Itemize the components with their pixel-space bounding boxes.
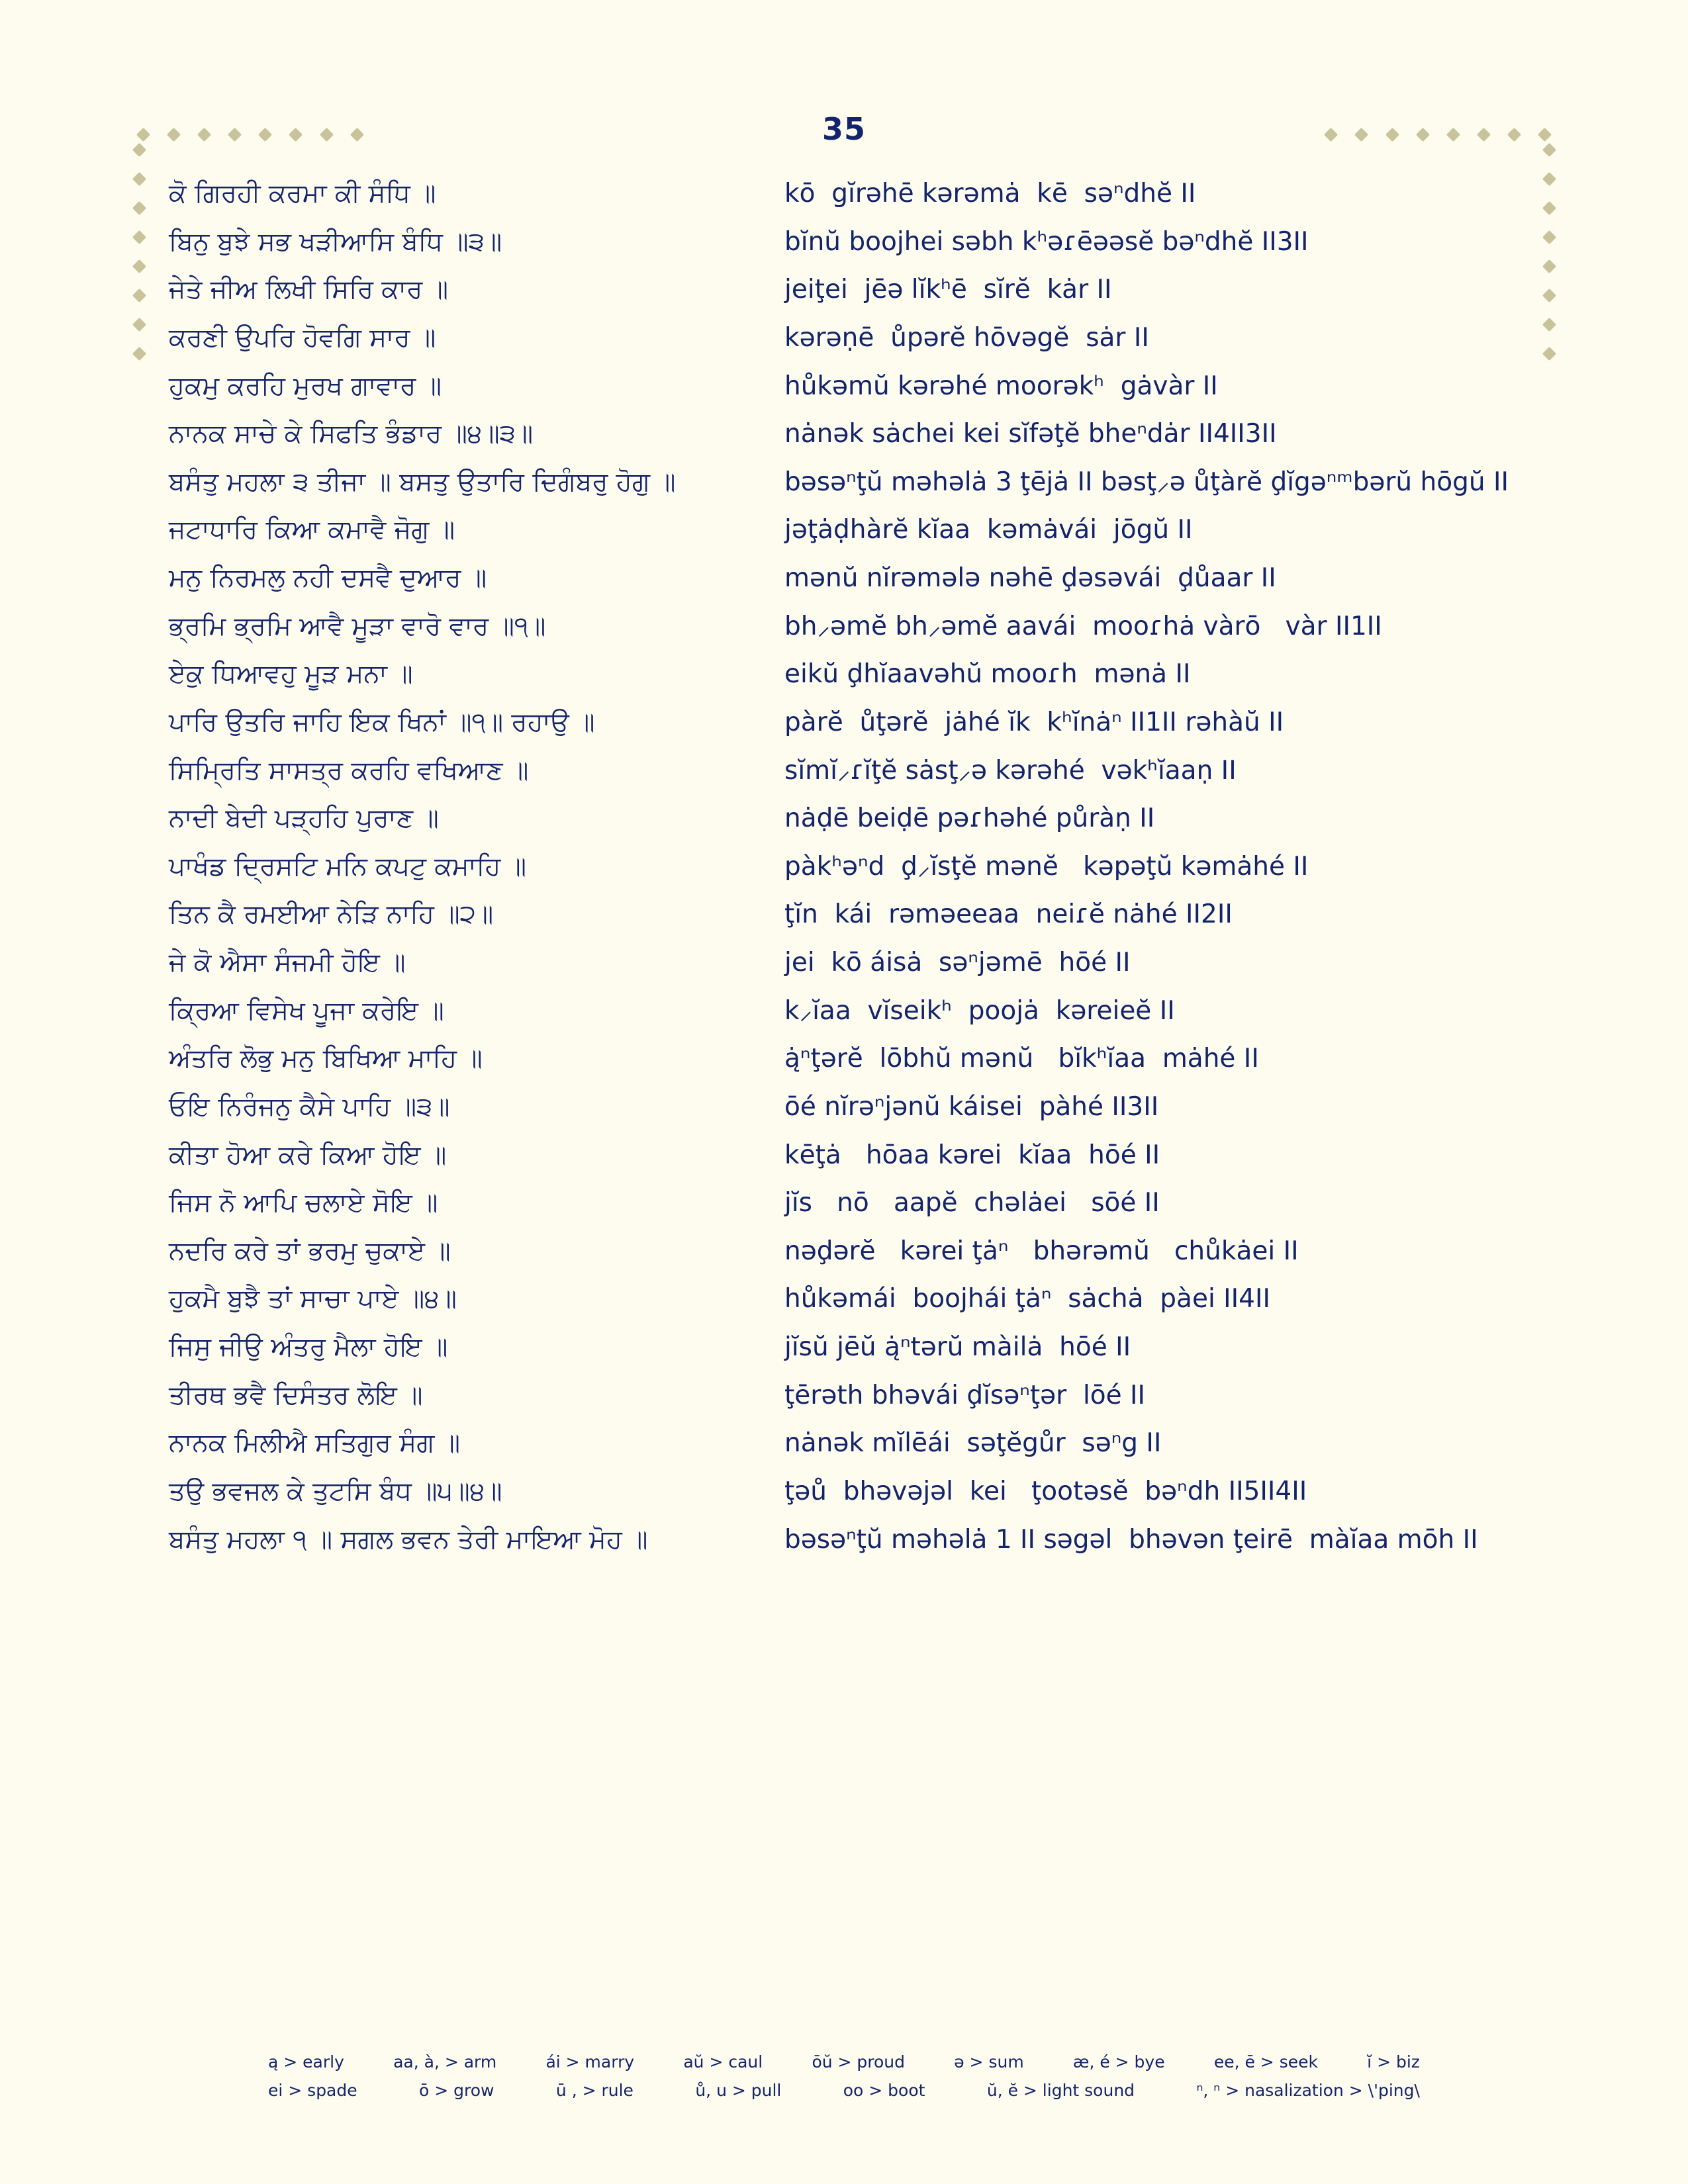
legend-item: ee, ē > seek [1213,2052,1318,2071]
diamond-icon [167,128,181,142]
gurmukhi-line: ਪਾਰਿ ਉਤਰਿ ਜਾਹਿ ਇਕ ਖਿਨਾਂ ॥੧॥ ਰਹਾਉ ॥ [169,707,595,737]
transliteration-line: jĭsŭ jēŭ ą̇ⁿtərŭ màilȧ hōé II [784,1332,1131,1362]
diamond-icon [1385,128,1399,142]
verse-table [169,179,1546,1572]
diamond-icon [1507,128,1521,142]
gurmukhi-line: ਅੰਤਰਿ ਲੋਭੁ ਮਨੁ ਬਿਖਿਆ ਮਾਹਿ ॥ [169,1044,483,1074]
transliteration-line: hůkəmái boojhái ţȧⁿ sȧchȧ pàei II4II [784,1284,1270,1314]
diamond-icon [132,143,146,157]
transliteration-line: pàrĕ ůţərĕ jȧhé ĭk kʰĭnȧⁿ II1II rəhàŭ II [784,707,1284,737]
transliteration-line: jəţȧḍhàrĕ kĭaa kəmȧvái jōgŭ II [784,515,1193,545]
table-row [169,803,1546,852]
table-row [169,1044,1546,1092]
transliteration-line: ţērəth bhəvái ḑĭsəⁿţər lōé II [784,1380,1146,1410]
transliteration-line: nəḑərĕ kərei ţȧⁿ bhərəmŭ chůkȧei II [784,1236,1299,1266]
gurmukhi-line: ਸਿਮ੍ਰਿਤਿ ਸਾਸਤ੍ਰ ਕਰਹਿ ਵਖਿਆਣ ॥ [169,755,529,786]
table-row [169,1140,1546,1189]
decorative-border-left [126,126,152,378]
legend-item: ōŭ > proud [812,2052,906,2071]
table-row [169,179,1546,227]
gurmukhi-line: ਕ੍ਰਿਆ ਵਿਸੇਖ ਪੂਜਾ ਕਰੇਇ ॥ [169,995,444,1026]
gurmukhi-line: ਬਿਨੁ ਬੁਝੇ ਸਭ ਖੜੀਆਸਿ ਬੰਧਿ ॥੩॥ [169,226,502,257]
diamond-icon [132,347,146,361]
table-row [169,275,1546,323]
transliteration-line: kō gĭrəhē kərəmȧ kē səⁿdhĕ II [784,179,1196,208]
transliteration-line: kərəṇē ůpərĕ hōvəgĕ sȧr II [784,322,1149,353]
decorative-border-top-left [130,130,371,150]
diamond-icon [228,128,242,142]
table-row [169,756,1546,804]
gurmukhi-line: ਤਉ ਭਵਜਲ ਕੇ ਤੁਟਸਿ ਬੰਧ ॥੫॥੪॥ [169,1476,502,1506]
table-row [169,419,1546,467]
diamond-icon [1542,143,1556,157]
gurmukhi-line: ਜਿਸੁ ਜੀਉ ਅੰਤਰੁ ਮੈਲਾ ਹੋਇ ॥ [169,1332,448,1362]
diamond-icon [132,259,146,273]
diamond-icon [132,289,146,302]
transliteration-line: bĭnŭ boojhei səbh kʰəɾēəəsĕ bəⁿdhĕ II3II [784,226,1309,257]
gurmukhi-line: ਨਾਦੀ ਬੇਦੀ ਪੜ੍ਹਹਿ ਪੁਰਾਣ ॥ [169,803,439,834]
diamond-icon [1446,128,1460,142]
transliteration-line: hůkəmŭ kərəhé moorəkʰ gȧvàr II [784,371,1218,401]
table-row [169,1236,1546,1285]
transliteration-line: ą̇ⁿţərĕ lōbhŭ mənŭ bĭkʰĭaa mȧhé II [784,1044,1259,1074]
gurmukhi-line: ਪਾਖੰਡ ਦ੍ਰਿਸਟਿ ਮਨਿ ਕਪਟੁ ਕਮਾਹਿ ॥ [169,851,527,882]
legend-item: aa, à, > arm [393,2052,497,2071]
table-row [169,1525,1546,1573]
gurmukhi-line: ਜੇ ਕੋ ਐਸਾ ਸੰਜਮੀ ਹੋਇ ॥ [169,948,406,978]
transliteration-line: ţĭn kái rəməeeaa neiɾĕ nȧhé II2II [784,899,1233,930]
transliteration-line: jeiţei jēə lĭkʰē sĭrĕ kȧr II [784,275,1112,305]
gurmukhi-line: ਓਇ ਨਿਰੰਜਨੁ ਕੈਸੇ ਪਾਹਿ ॥੩॥ [169,1091,450,1122]
diamond-icon [258,128,272,142]
gurmukhi-line: ਕੋ ਗਿਰਹੀ ਕਰਮਾ ਕੀ ਸੰਧਿ ॥ [169,179,436,208]
gurmukhi-line: ਨਾਨਕ ਮਿਲੀਐ ਸਤਿਗੁਰ ਸੰਗ ॥ [169,1428,461,1459]
transliteration-line: jei kō áisȧ səⁿjəmē hōé II [784,948,1131,978]
gurmukhi-line: ਬਸੰਤੁ ਮਹਲਾ ੧ ॥ ਸਗਲ ਭਵਨ ਤੇਰੀ ਮਾਇਆ ਮੋਹ ॥ [169,1524,648,1555]
legend-item: ái > marry [545,2052,635,2071]
diamond-icon [350,128,364,142]
table-row [169,899,1546,948]
table-row [169,371,1546,420]
diamond-icon [132,230,146,244]
table-row [169,563,1546,612]
table-row [169,1188,1546,1236]
diamond-icon [1416,128,1430,142]
table-row [169,323,1546,371]
transliteration-line: nȧnək sȧchei kei sĭfəţĕ bheⁿdȧr II4II3II [784,419,1277,449]
legend-item: ů, u > pull [695,2081,782,2100]
diamond-icon [319,128,333,142]
gurmukhi-line: ਤਿਨ ਕੈ ਰਮਈਆ ਨੇੜਿ ਨਾਹਿ ॥੨॥ [169,899,494,930]
pronunciation-legend [169,2048,1519,2105]
gurmukhi-line: ਬਸੰਤੁ ਮਹਲਾ ੩ ਤੀਜਾ ॥ ਬਸਤੁ ਉਤਾਰਿ ਦਿਗੰਬਰੁ ਹੋਗੁ ॥ [169,467,676,497]
diamond-icon [1324,128,1338,142]
gurmukhi-line: ਨਦਰਿ ਕਰੇ ਤਾਂ ਭਰਮੁ ਚੁਕਾਏ ॥ [169,1236,451,1266]
table-row [169,1477,1546,1525]
transliteration-line: sĭmĭ⸝ɾĭţĕ sȧsţ⸝ə kərəhé vəkʰĭaaṇ II [784,755,1237,786]
transliteration-line: kēţȧ hōaa kərei kĭaa hōé II [784,1140,1160,1170]
legend-item: ei > spade [268,2081,357,2100]
gurmukhi-line: ਨਾਨਕ ਸਾਚੇ ਕੇ ਸਿਫਤਿ ਭੰਡਾਰ ॥੪॥੩॥ [169,419,534,449]
table-row [169,612,1546,660]
transliteration-line: bəsəⁿţŭ məhəlȧ 3 ţējȧ II bəsţ⸝ə ůţàrĕ ḑĭgəⁿᵐbərŭ hōgŭ II [784,467,1509,497]
table-row [169,948,1546,996]
diamond-icon [1354,128,1368,142]
diamond-icon [132,172,146,186]
table-row [169,467,1546,516]
table-row [169,1332,1546,1381]
diamond-icon [132,318,146,332]
transliteration-line: nȧnək mĭlēái səţĕgůr səⁿg II [784,1428,1162,1459]
diamond-icon [197,128,211,142]
table-row [169,1284,1546,1332]
legend-row-2 [169,2076,1519,2105]
gurmukhi-line: ਜਿਸ ਨੋ ਆਪਿ ਚਲਾਏ ਸੋਇ ॥ [169,1188,438,1218]
gurmukhi-line: ਕਰਣੀ ਉਪਰਿ ਹੋਵਗਿ ਸਾਰ ॥ [169,322,436,353]
legend-item: oo > boot [843,2081,925,2100]
verse-content [169,179,1546,1572]
table-row [169,1428,1546,1477]
table-row [169,852,1546,900]
transliteration-line: jĭs nō aapĕ chəlȧei sōé II [784,1188,1160,1218]
gurmukhi-line: ਕੀਤਾ ਹੋਆ ਕਰੇ ਕਿਆ ਹੋਇ ॥ [169,1140,447,1170]
transliteration-line: mənŭ nĭrəmələ nəhē ḑəsəvái ḑůaar II [784,563,1276,593]
legend-item: ⁿ, ⁿ > nasalization > \'ping\ [1196,2081,1420,2100]
diamond-icon [1477,128,1491,142]
gurmukhi-line: ਭ੍ਰਮਿ ਭ੍ਰਮਿ ਆਵੈ ਮੂੜਾ ਵਾਰੋ ਵਾਰ ॥੧॥ [169,611,546,641]
transliteration-line: ţəů bhəvəjəl kei ţootəsĕ bəⁿdh II5II4II [784,1476,1307,1506]
transliteration-line: nȧḍē beiḍē pəɾhəhé půràṇ II [784,803,1155,834]
legend-item: aŭ > caul [683,2052,763,2071]
legend-item: ō > grow [419,2081,494,2100]
diamond-icon [289,128,303,142]
decorative-border-top-right [1317,130,1558,150]
gurmukhi-line: ਮਨੁ ਨਿਰਮਲੁ ਨਹੀ ਦਸਵੈ ਦੁਆਰ ॥ [169,563,487,593]
table-row [169,227,1546,275]
table-row [169,1092,1546,1140]
transliteration-line: bəsəⁿţŭ məhəlȧ 1 II səgəl bhəvən ţeirē màĭaa mōh II [784,1524,1478,1555]
gurmukhi-line: ਜਟਾਧਾਰਿ ਕਿਆ ਕਮਾਵੈ ਜੋਗੁ ॥ [169,515,455,545]
legend-item: æ, é > bye [1072,2052,1165,2071]
legend-item: ū , > rule [555,2081,633,2100]
legend-row-1 [169,2048,1519,2076]
table-row [169,996,1546,1044]
gurmukhi-line: ਤੀਰਥ ਭਵੈ ਦਿਸੰਤਰ ਲੋਇ ॥ [169,1380,423,1410]
table-row [169,515,1546,563]
gurmukhi-line: ਜੇਤੇ ਜੀਅ ਲਿਖੀ ਸਿਰਿ ਕਾਰ ॥ [169,275,449,305]
legend-item: ə > sum [954,2052,1024,2071]
legend-item: ą > early [268,2052,344,2071]
page-number: 35 [821,111,866,147]
legend-item: ŭ, ĕ > light sound [986,2081,1135,2100]
gurmukhi-line: ਏਕੁ ਧਿਆਵਹੁ ਮੂੜ ਮਨਾ ॥ [169,659,413,690]
diamond-icon [132,201,146,215]
transliteration-line: bh⸝əmĕ bh⸝əmĕ aavái mooɾhȧ vàrō vàr II1II [784,611,1382,641]
gurmukhi-line: ਹੁਕਮੈ ਬੁਝੈ ਤਾਂ ਸਾਚਾ ਪਾਏ ॥੪॥ [169,1284,457,1314]
gurmukhi-line: ਹੁਕਮੁ ਕਰਹਿ ਮੁਰਖ ਗਾਵਾਰ ॥ [169,371,442,401]
legend-item: ĭ > biz [1367,2052,1420,2071]
transliteration-line: ōé nĭrəⁿjənŭ káisei pàhé II3II [784,1091,1159,1122]
transliteration-line: pàkʰəⁿd ḑ⸝ĭsţĕ mənĕ kəpəţŭ kəmȧhé II [784,851,1309,882]
transliteration-line: eikŭ ḑhĭaavəhŭ mooɾh mənȧ II [784,659,1191,690]
table-row [169,1381,1546,1429]
table-row [169,659,1546,707]
transliteration-line: k⸝ĭaa vĭseikʰ poojȧ kəreieĕ II [784,995,1175,1026]
table-row [169,707,1546,756]
